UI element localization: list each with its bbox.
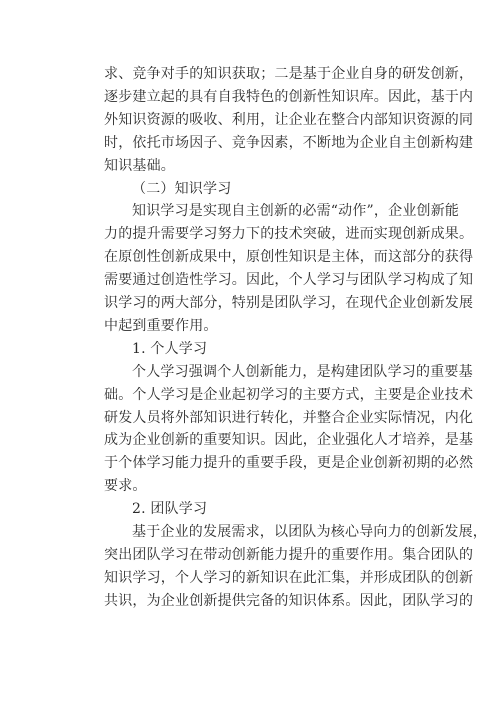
paragraph-line: 求、竞争对手的知识获取；二是基于企业自身的研发创新， xyxy=(104,66,474,82)
paragraph-line: 要求。 xyxy=(104,478,147,495)
paragraph-line: 于个体学习能力提升的重要手段，更是企业创新初期的必然 xyxy=(104,455,474,472)
paragraph-line: 在原创性创新成果中，原创性知识是主体，而这部分的获得 xyxy=(104,249,474,266)
paragraph-line: 基于企业的发展需求，以团队为核心导向力的创新发展， xyxy=(132,524,487,540)
section-heading: 2. 团队学习 xyxy=(132,501,208,518)
paragraph-line: 力的提升需要学习努力下的技术突破，进而实现创新成果。 xyxy=(104,226,474,243)
paragraph-line: 外知识资源的吸收、利用，让企业在整合内部知识资源的同 xyxy=(104,111,474,128)
section-heading: 1. 个人学习 xyxy=(132,340,208,357)
paragraph-line: 逐步建立起的具有自我特色的创新性知识库。因此，基于内 xyxy=(104,88,474,105)
section-heading: （二）知识学习 xyxy=(132,180,232,197)
paragraph-line: 知识学习是实现自主创新的必需“动作”，企业创新能 xyxy=(132,203,460,220)
paragraph-line: 知识基础。 xyxy=(104,157,175,174)
paragraph-line: 个人学习强调个人创新能力，是构建团队学习的重要基 xyxy=(132,363,473,380)
paragraph-line: 识学习的两大部分，特别是团队学习，在现代企业创新发展 xyxy=(104,295,474,311)
paragraph-line: 础。个人学习是企业起初学习的主要方式，主要是企业技术 xyxy=(104,386,474,403)
paragraph-line: 需要通过创造性学习。因此，个人学习与团队学习构成了知 xyxy=(104,272,474,289)
paragraph-line: 中起到重要作用。 xyxy=(104,317,218,334)
paragraph-line: 突出团队学习在带动创新能力提升的重要作用。集合团队的 xyxy=(104,546,474,563)
paragraph-line: 研发人员将外部知识进行转化，并整合企业实际情况，内化 xyxy=(104,409,474,426)
paragraph-line: 共识，为企业创新提供完备的知识体系。因此，团队学习的 xyxy=(104,592,474,609)
paragraph-line: 时，依托市场因子、竞争因素，不断地为企业自主创新构建 xyxy=(104,134,474,151)
paragraph-line: 成为企业创新的重要知识。因此，企业强化人才培养，是基 xyxy=(104,432,474,449)
paragraph-line: 知识学习，个人学习的新知识在此汇集，并形成团队的创新 xyxy=(104,569,474,586)
